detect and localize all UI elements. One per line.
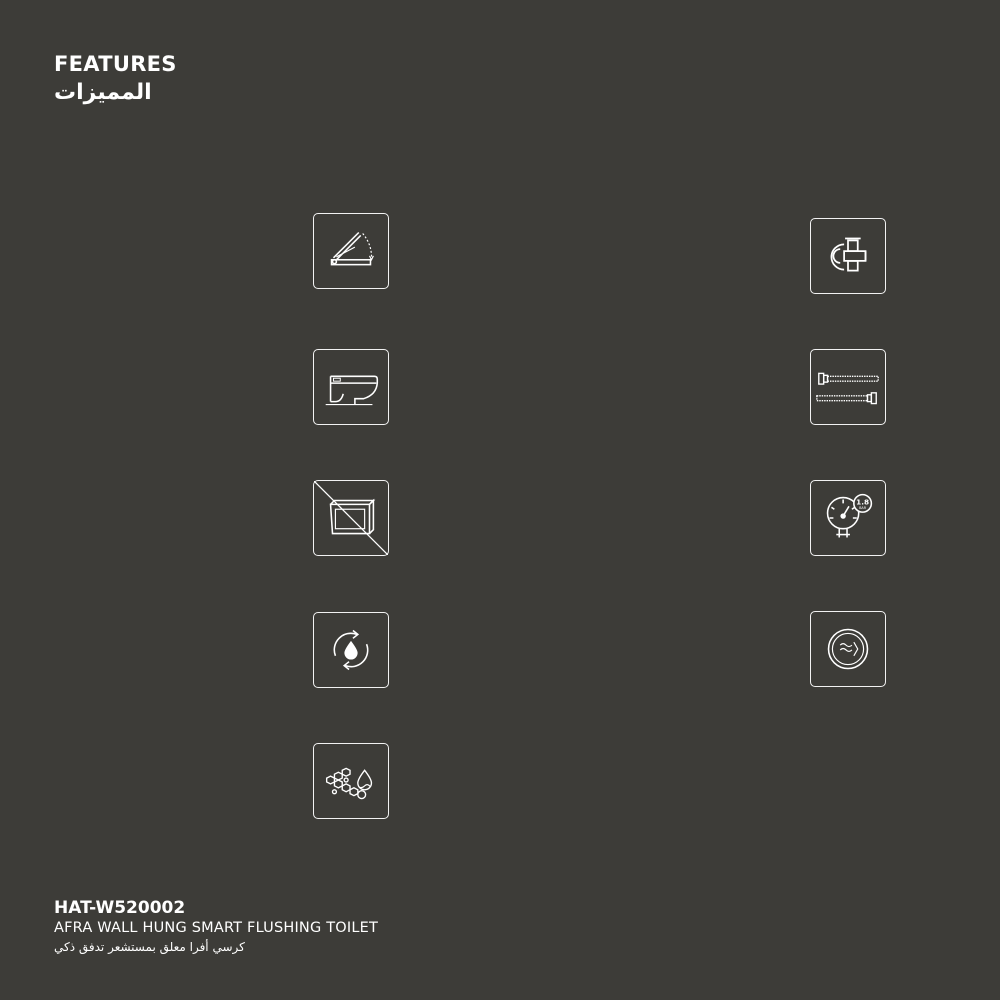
- valve-icon: [811, 219, 885, 293]
- product-code: HAT-W520002: [54, 898, 186, 918]
- soft-close-icon: [314, 214, 388, 288]
- features-title-ar: المميزات: [54, 80, 152, 105]
- product-name-en: AFRA WALL HUNG SMART FLUSHING TOILET: [54, 920, 379, 936]
- water-cycle-icon: [314, 613, 388, 687]
- tankless-icon: [314, 481, 388, 555]
- p-trap-icon-box: [313, 349, 389, 425]
- consumption-icon-box: [313, 612, 389, 688]
- dual-flush-icon-box: [810, 611, 886, 687]
- pressure-badge-unit: BAR: [859, 506, 867, 511]
- hose-icon-box: [810, 349, 886, 425]
- ceramic-icon-box: [313, 743, 389, 819]
- tankless-icon-box: [313, 480, 389, 556]
- ceramic-icon: [314, 744, 388, 818]
- hose-icon: [811, 350, 885, 424]
- pressure-gauge-icon: [811, 481, 885, 555]
- valve-icon-box: [810, 218, 886, 294]
- product-name-ar: كرسي أفرا معلق بمستشعر تدفق ذكي: [54, 940, 245, 954]
- pressure-badge-value: 1.8: [856, 497, 870, 507]
- features-title-en: FEATURES: [54, 52, 177, 76]
- dual-flush-icon: [811, 612, 885, 686]
- pressure-icon-box: [810, 480, 886, 556]
- p-trap-icon: [314, 350, 388, 424]
- seat-cover-icon-box: [313, 213, 389, 289]
